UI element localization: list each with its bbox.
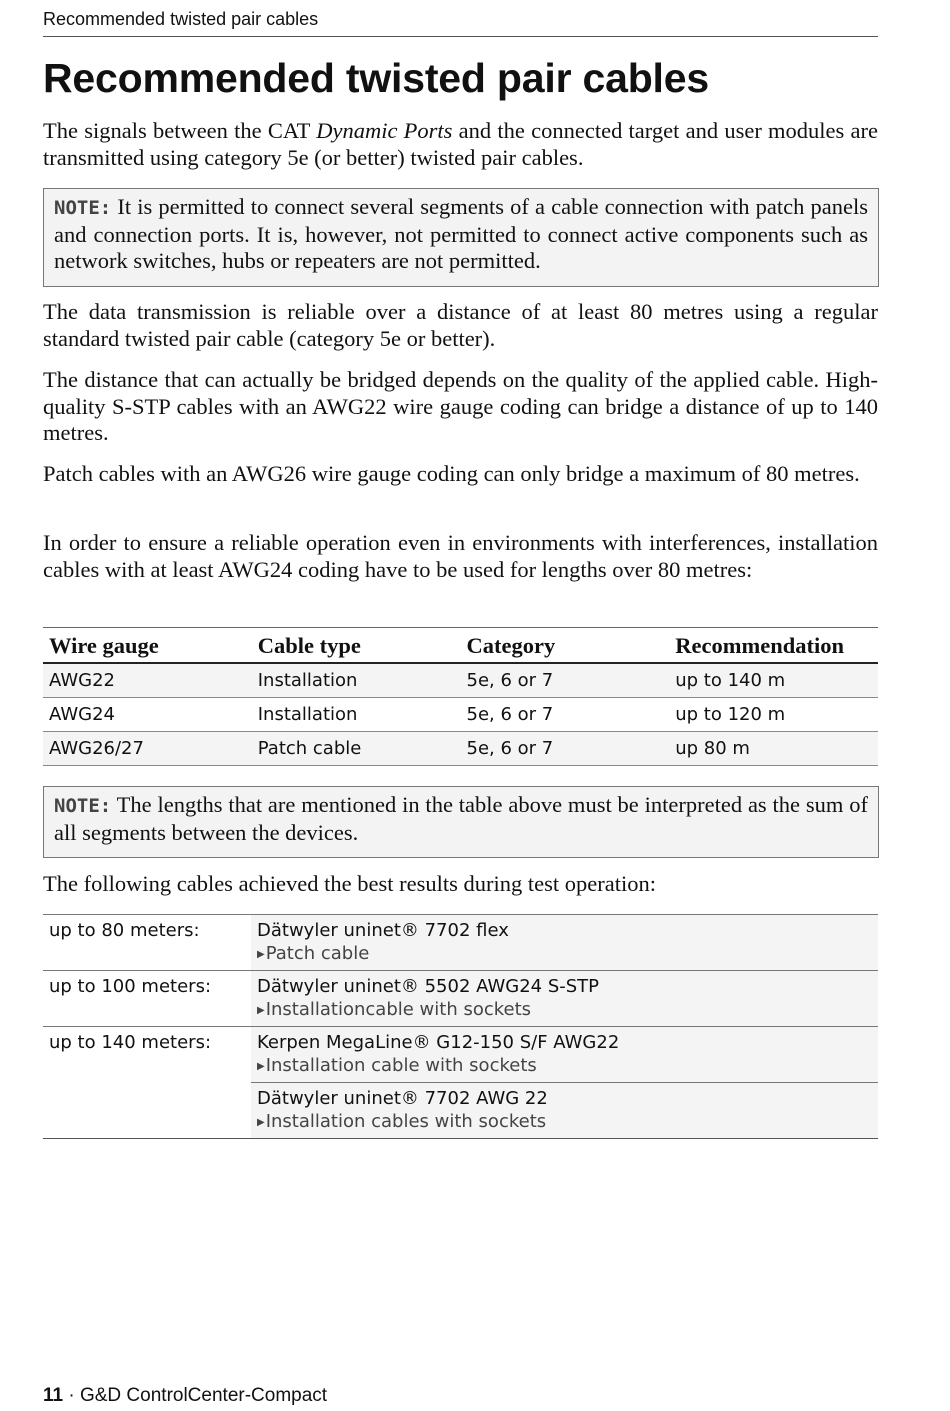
table-header-row <box>43 628 878 664</box>
intro-paragraph <box>43 118 878 171</box>
table-row <box>43 1083 878 1139</box>
cable-length-label: up to 100 meters: <box>43 971 251 1027</box>
table-cell: up to 140 m <box>669 663 878 698</box>
cable-entry <box>251 1027 878 1083</box>
note-label: NOTE: <box>54 795 112 817</box>
paragraph-transmission: The data transmission is reliable over a distance of at least 80 metres using a regular standard twisted pair cable (category 5e or better). <box>43 299 878 351</box>
cable-type: Installation cables with sockets <box>265 1111 547 1132</box>
cable-length-label <box>43 1083 251 1139</box>
table-cell: AWG22 <box>43 663 252 698</box>
cable-type-line <box>257 942 872 966</box>
spec-table-wrapper <box>43 627 878 766</box>
column-header-cable-type: Cable type <box>252 628 461 664</box>
product-name: G&D ControlCenter-Compact <box>79 1385 328 1406</box>
note-box-segments <box>43 188 879 287</box>
cable-type: Patch cable <box>265 943 370 964</box>
cable-entry <box>251 915 878 971</box>
cable-name: Kerpen MegaLine® G12-150 S/F AWG22 <box>257 1032 620 1053</box>
note-label: NOTE: <box>54 197 112 219</box>
note-box-lengths <box>43 786 879 858</box>
page-footer <box>43 1385 327 1407</box>
cable-type-line <box>257 1054 872 1078</box>
table-row <box>43 915 878 971</box>
cables-table-wrapper <box>43 914 878 1139</box>
intro-text-before: The signals between the CAT <box>43 118 317 143</box>
paragraph-installation-cables: In order to ensure a reliable operation even in environments with interferences, installation cables with at least AWG24 coding have to be used for lengths over 80 metres: <box>43 530 878 582</box>
intro-text-after: and the connected target and user modules are transmitted using category 5e (or better) twisted pair cables. <box>43 118 878 170</box>
table-cell: 5e, 6 or 7 <box>461 732 670 766</box>
cable-entry <box>251 1083 878 1139</box>
note-body: It is permitted to connect several segments of a cable connection with patch panels and connection ports. It is, however, not permitted to connect active components such as network switches, hubs or repeaters are not permitted. <box>54 194 868 273</box>
table-row <box>43 971 878 1027</box>
paragraph-distance: The distance that can actually be bridged depends on the quality of the applied cable. High-quality S-STP cables with an AWG22 wire gauge coding can bridge a distance of up to 140 metres. <box>43 367 878 445</box>
cable-type: Installation cable with sockets <box>265 1055 537 1076</box>
cable-name: Dätwyler uninet® 7702 AWG 22 <box>257 1088 548 1109</box>
column-header-wire-gauge: Wire gauge <box>43 628 252 664</box>
table-row <box>43 1027 878 1083</box>
cable-type-line <box>257 1110 872 1134</box>
footer-separator: · <box>63 1385 80 1406</box>
running-header: Recommended twisted pair cables <box>43 7 878 37</box>
table-row <box>43 732 878 766</box>
cable-entry <box>251 971 878 1027</box>
triangle-bullet-icon: ▶ <box>257 1117 265 1128</box>
note-text <box>54 194 868 275</box>
table-cell: 5e, 6 or 7 <box>461 698 670 732</box>
note-body: The lengths that are mentioned in the table above must be interpreted as the sum of all segments between the devices. <box>54 792 868 845</box>
cable-length-label: up to 140 meters: <box>43 1027 251 1083</box>
column-header-category: Category <box>461 628 670 664</box>
cable-length-label: up to 80 meters: <box>43 915 251 971</box>
table-cell: 5e, 6 or 7 <box>461 663 670 698</box>
cable-name: Dätwyler uninet® 7702 flex <box>257 920 509 941</box>
table-cell: AWG24 <box>43 698 252 732</box>
table-cell: Installation <box>252 698 461 732</box>
wire-gauge-table <box>43 627 878 766</box>
table-cell: up 80 m <box>669 732 878 766</box>
cable-name: Dätwyler uninet® 5502 AWG24 S-STP <box>257 976 600 997</box>
triangle-bullet-icon: ▶ <box>257 949 265 960</box>
page-title: Recommended twisted pair cables <box>43 55 709 101</box>
cables-intro: The following cables achieved the best results during test operation: <box>43 871 656 896</box>
intro-product-name: Dynamic Ports <box>316 118 453 143</box>
tested-cables-table <box>43 914 878 1139</box>
table-row <box>43 698 878 732</box>
table-cell: Installation <box>252 663 461 698</box>
table-cell: up to 120 m <box>669 698 878 732</box>
note-text <box>54 792 868 846</box>
paragraph-patch-cables: Patch cables with an AWG26 wire gauge coding can only bridge a maximum of 80 metres. <box>43 461 860 486</box>
cable-type: Installationcable with sockets <box>265 999 532 1020</box>
column-header-recommendation: Recommendation <box>669 628 878 664</box>
triangle-bullet-icon: ▶ <box>257 1061 265 1072</box>
table-row <box>43 663 878 698</box>
triangle-bullet-icon: ▶ <box>257 1005 265 1016</box>
table-cell: Patch cable <box>252 732 461 766</box>
cable-type-line <box>257 998 872 1022</box>
page-number: 11 <box>43 1385 64 1406</box>
table-cell: AWG26/27 <box>43 732 252 766</box>
